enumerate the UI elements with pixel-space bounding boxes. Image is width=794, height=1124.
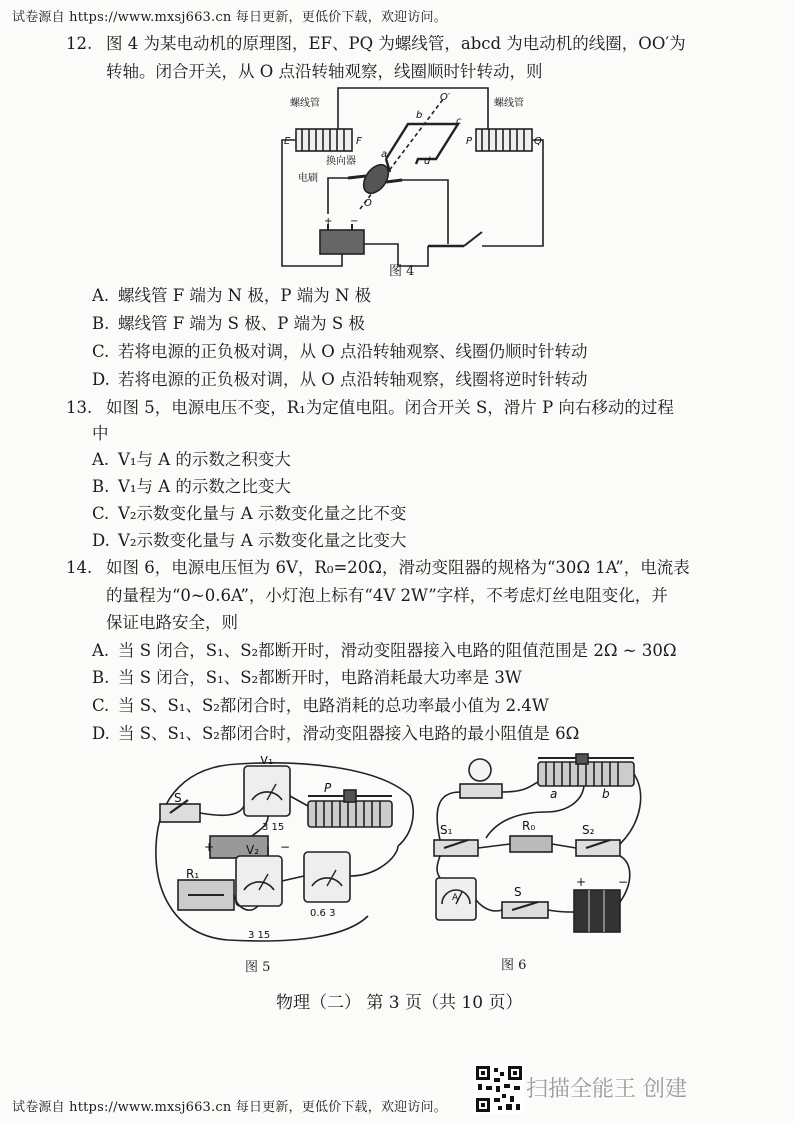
q13-option-a-text: V₁与 A 的示数之积变大: [118, 450, 291, 469]
fig6-label-A: A: [452, 893, 459, 903]
q13-option-a-key: A.: [92, 450, 110, 469]
fig4-label-solenoid-left: 螺线管: [290, 98, 320, 109]
fig6-label-S: S: [514, 885, 522, 899]
fig6-label-a: a: [550, 787, 558, 801]
fig6-label-R0: R₀: [522, 819, 536, 833]
q13-stem-line1: [66, 394, 674, 418]
fig5-label-minus: −: [280, 840, 291, 854]
q14-option-a-key: A.: [92, 641, 110, 660]
q14-option-a: [92, 637, 677, 661]
q12-option-a-text: 螺线管 F 端为 N 极，P 端为 N 极: [118, 286, 372, 305]
fig6-label-b: b: [602, 787, 610, 801]
page-number-footer: 物理（二） 第 3 页（共 10 页）: [276, 993, 523, 1013]
q12-option-c-text: 若将电源的正负极对调，从 O 点沿转轴观察、线圈仍顺时针转动: [118, 342, 588, 361]
fig4-label-brush: 电刷: [298, 173, 318, 184]
fig4-label-c: c: [456, 116, 462, 127]
q14-stem-line2: 的量程为“0~0.6A”，小灯泡上标有“4V 2W”字样，不考虑灯丝电阻变化，并: [106, 586, 668, 605]
figure-5-caption: 图 5: [245, 960, 271, 975]
figure-4-caption: 图 4: [389, 264, 415, 279]
fig4-label-O: O: [364, 198, 372, 209]
fig5-label-P: P: [324, 781, 332, 795]
q13-stem-text1: 如图 5，电源电压不变，R₁为定值电阻。闭合开关 S，滑片 P 向右移动的过程: [106, 398, 674, 417]
figure-4-motor-diagram: [268, 84, 548, 279]
qr-code-icon: [474, 1064, 524, 1114]
fig4-label-Q: Q: [534, 136, 542, 147]
q13-option-d: [92, 527, 406, 551]
fig6-label-S1: S₁: [440, 823, 453, 837]
q12-option-a: [92, 282, 371, 306]
q14-option-a-text: 当 S 闭合，S₁、S₂都断开时，滑动变阻器接入电路的阻值范围是 2Ω ~ 30Ω: [118, 641, 677, 660]
fig6-label-plus: +: [576, 875, 587, 889]
q12-stem-line2: 转轴。闭合开关，从 O 点沿转轴观察，线圈顺时针转动，则: [106, 62, 543, 81]
q14-stem-line3: 保证电路安全，则: [106, 613, 238, 632]
fig6-label-S2: S₂: [582, 823, 595, 837]
fig4-label-O-prime: O′: [440, 92, 451, 103]
fig5-label-R1: R₁: [186, 867, 200, 881]
fig5-label-plus: +: [204, 840, 215, 854]
fig4-label-F: F: [356, 136, 362, 147]
q12-option-c: [92, 338, 588, 362]
q14-stem-line1: [66, 554, 690, 578]
fig4-label-commutator: 换向器: [326, 156, 356, 167]
q12-option-b-key: B.: [92, 314, 110, 333]
q14-option-c-key: C.: [92, 696, 110, 715]
q14-option-c: [92, 692, 549, 716]
q12-option-d-text: 若将电源的正负极对调，从 O 点沿转轴观察，线圈将逆时针转动: [118, 370, 588, 389]
q13-stem-line2: 中: [92, 424, 109, 443]
q14-option-b-text: 当 S 闭合，S₁、S₂都断开时，电路消耗最大功率是 3W: [118, 668, 522, 687]
q12-option-b: [92, 310, 365, 334]
q14-option-d-key: D.: [92, 724, 110, 743]
fig4-label-solenoid-right: 螺线管: [494, 98, 524, 109]
fig4-label-P: P: [466, 136, 473, 147]
fig5-label-V2: V₂: [246, 843, 260, 857]
q12-number: 12.: [66, 34, 93, 53]
fig5-label-315-top: 3 15: [262, 822, 285, 833]
q13-option-a: [92, 446, 291, 470]
fig4-label-a: a: [381, 149, 388, 160]
q13-number: 13.: [66, 398, 93, 417]
fig5-label-315-bottom: 3 15: [248, 930, 271, 941]
fig5-label-063: 0.6 3: [310, 908, 336, 919]
q12-option-d: [92, 366, 588, 390]
page-header-source: 试卷源自 https://www.mxsj663.cn 每日更新，更低价下载，欢迎访问。: [12, 10, 447, 25]
q12-stem-line1: [66, 30, 686, 54]
fig5-label-S: S: [174, 791, 182, 805]
q14-option-d-text: 当 S、S₁、S₂都闭合时，滑动变阻器接入电路的最小阻值是 6Ω: [118, 724, 580, 743]
q12-option-d-key: D.: [92, 370, 110, 389]
q14-option-b: [92, 664, 522, 688]
q14-stem-text1: 如图 6，电源电压恒为 6V，R₀=20Ω，滑动变阻器的规格为“30Ω 1A”，电流表: [106, 558, 690, 577]
q13-option-c: [92, 500, 406, 524]
fig4-label-d: d: [424, 156, 431, 167]
q13-option-c-key: C.: [92, 504, 110, 523]
q12-option-a-key: A.: [92, 286, 110, 305]
fig4-label-E: E: [284, 136, 291, 147]
fig5-label-V1: V₁: [260, 756, 274, 767]
q14-option-c-text: 当 S、S₁、S₂都闭合时，电路消耗的总功率最小值为 2.4W: [118, 696, 549, 715]
q14-number: 14.: [66, 558, 93, 577]
scanner-watermark: 扫描全能王 创建: [526, 1077, 687, 1102]
q12-option-b-text: 螺线管 F 端为 S 极、P 端为 S 极: [118, 314, 365, 333]
q13-option-b-text: V₁与 A 的示数之比变大: [118, 477, 291, 496]
figure-6-circuit: [426, 752, 646, 947]
q13-option-d-key: D.: [92, 531, 110, 550]
page-footer-source: 试卷源自 https://www.mxsj663.cn 每日更新，更低价下载，欢迎访问。: [12, 1100, 447, 1115]
q13-option-b-key: B.: [92, 477, 110, 496]
fig4-label-b: b: [416, 110, 423, 121]
q13-option-b: [92, 473, 291, 497]
q12-stem-text1: 图 4 为某电动机的原理图，EF、PQ 为螺线管，abcd 为电动机的线圈，OO′为: [106, 34, 686, 53]
figure-5-circuit: [148, 756, 418, 946]
fig4-label-minus: −: [350, 216, 359, 227]
q14-option-d: [92, 720, 579, 744]
q13-option-c-text: V₂示数变化量与 A 示数变化量之比不变: [118, 504, 407, 523]
fig6-label-minus: −: [618, 875, 629, 889]
figure-6-caption: 图 6: [501, 958, 527, 973]
q14-option-b-key: B.: [92, 668, 110, 687]
fig4-label-plus: +: [324, 216, 333, 227]
q12-option-c-key: C.: [92, 342, 110, 361]
q13-option-d-text: V₂示数变化量与 A 示数变化量之比变大: [118, 531, 407, 550]
